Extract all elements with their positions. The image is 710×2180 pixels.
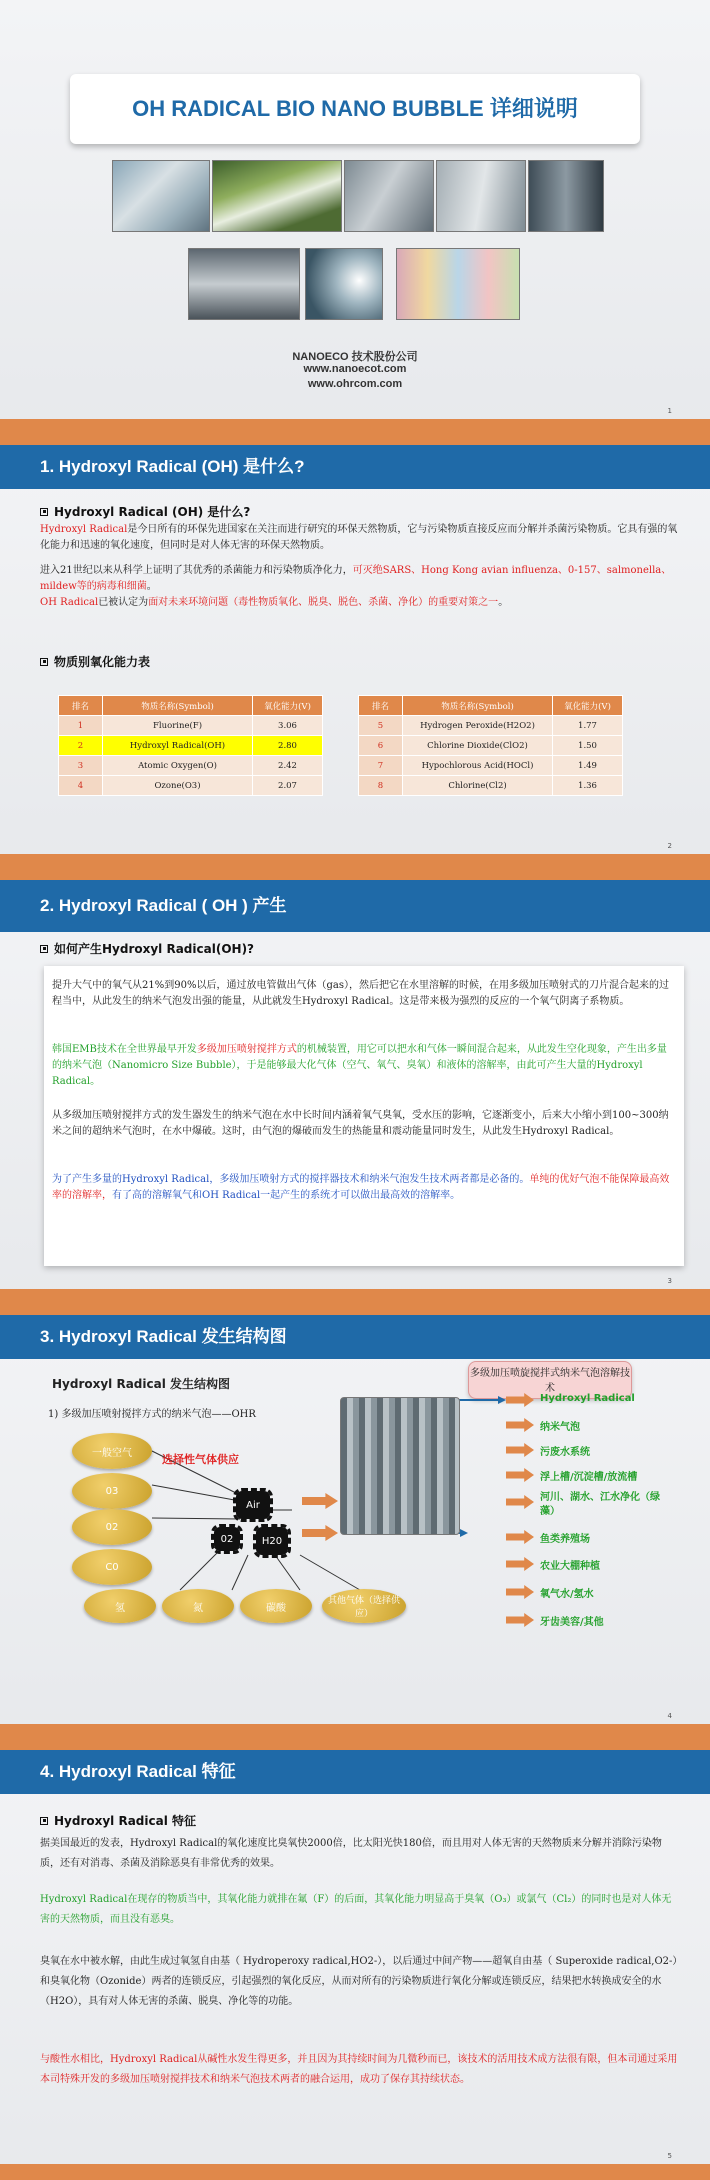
bottom-bar (0, 854, 710, 870)
photo-factory-1 (112, 160, 210, 232)
output-oxygen-water: 氧气水/氢水 (540, 1589, 594, 1600)
table-row: 6 Chlorine Dioxide(ClO2) 1.50 (359, 736, 623, 756)
bullet-square-icon (40, 508, 48, 516)
oxidation-table-left (58, 695, 323, 796)
website-link-1[interactable]: www.nanoecot.com (303, 363, 407, 375)
input-general-air: 一般空气 (72, 1433, 152, 1469)
input-hydrogen: 氢 (84, 1589, 156, 1623)
virus-paragraph: 进入21世纪以来从科学上证明了其优秀的杀菌能力和污染物质净化力，可灭绝SARS、Hong Kong avian influenza、0-157、salmonella、mildew等的病毒和细菌。 (40, 565, 672, 592)
technology-callout: 多级加压喷旋搅拌式纳米气泡溶解技术 (468, 1361, 632, 1399)
output-river-purification: 河川、湖水、江水净化（绿藻） (540, 1492, 660, 1517)
table-row: 8 Chlorine(Cl2) 1.36 (359, 776, 623, 796)
output-wastewater: 污废水系统 (540, 1447, 590, 1458)
alkaline-paragraph: 与酸性水相比，Hydroxyl Radical从碱性水发生得更多，并且因为其持续时间为几微秒而已，该技术的活用技术成方法很有限，但本司通过采用本司特殊开发的多级加压喷射搅拌技术和纳米气泡技术两者的融合运用，成功了保存其持续状态。 (40, 2054, 678, 2085)
photo-pipe-equipment (344, 160, 434, 232)
section-heading: 3. Hydroxyl Radical 发生结构图 (0, 1315, 710, 1359)
photo-sample-bottles (396, 248, 520, 320)
col-substance: 物质名称(Symbol) (103, 696, 253, 716)
cover-title: OH RADICAL BIO NANO BUBBLE 详细说明 (70, 74, 640, 144)
output-dental: 牙齿美容/其他 (540, 1617, 604, 1628)
col-rank: 排名 (59, 696, 103, 716)
col-substance: 物质名称(Symbol) (403, 696, 553, 716)
water-gear-icon: H20 (256, 1527, 288, 1555)
bottom-bar (0, 1724, 710, 1740)
intro-paragraph: Hydroxyl Radical是今日所有的环保先进国家在关注而进行研究的环保天然物质，它与污染物质直接反应而分解并杀菌污染物质。它具有强的氧化能力和迅速的氧化速度，但同时是对人体无害的环保天然物质。 (40, 524, 678, 551)
top-bar (0, 870, 710, 880)
page-number: 5 (667, 2152, 672, 2160)
table-row: 1 Fluorine(F) 3.06 (59, 716, 323, 736)
output-greenhouse: 农业大棚种植 (540, 1561, 600, 1572)
emb-paragraph: 韩国EMB技术在全世界最早开发多级加压喷射搅拌方式的机械装置，用它可以把水和气体一瞬间混合起来，从此发生空化现象，产生出多量的纳米气泡（Nanomicro Size Bubble），于是能够最大化气体（空气、氧气、臭氧）和液体的溶解率，由此可产生大量的Hydroxyl Radical。 (52, 1044, 667, 1087)
oxidation-paragraph: Hydroxyl Radical在现存的物质当中，其氧化能力就排在氟（F）的后面，其氧化能力明显高于臭氧（O₃）或氯气（Cl₂）的同时也是对人体无害的天然物质，而且没有恶臭。 (40, 1894, 672, 1925)
page-number: 2 (667, 842, 672, 850)
input-carbon: C0 (72, 1549, 152, 1585)
col-rank: 排名 (359, 696, 403, 716)
photo-plant-line (528, 160, 604, 232)
diagram-title: Hydroxyl Radical 发生结构图 (52, 1377, 231, 1391)
text-panel (44, 966, 684, 1266)
input-nitrogen: 氮 (162, 1589, 234, 1623)
company-name: NANOECO 技术股份公司 (292, 351, 418, 363)
input-other-gas: 其他气体（选择供应） (322, 1589, 406, 1623)
slide-cover (0, 0, 710, 435)
output-fish-farm: 鱼类养殖场 (540, 1534, 590, 1545)
table-row: 4 Ozone(O3) 2.07 (59, 776, 323, 796)
input-carbonic-acid: 碳酸 (240, 1589, 312, 1623)
countermeasure-paragraph: OH Radical已被认定为面对未来环境问题（毒性物质氧化、脱臭、脱色、杀菌、净化）的重要对策之一。 (40, 597, 509, 608)
table-row: 3 Atomic Oxygen(O) 2.42 (59, 756, 323, 776)
bottom-bar (0, 419, 710, 435)
website-link-2[interactable]: www.ohrcom.com (307, 378, 403, 390)
slide-structure (0, 1305, 710, 1740)
page-number: 1 (667, 407, 672, 415)
bullet-square-icon (40, 658, 48, 666)
oxygen-gear-icon: 02 (214, 1527, 240, 1551)
slide-production (0, 870, 710, 1305)
photo-spray-trees (212, 160, 342, 232)
air-gear-icon: Air (236, 1491, 270, 1519)
table-row: 7 Hypochlorous Acid(HOCl) 1.49 (359, 756, 623, 776)
bubble-paragraph: 从多级加压喷射搅拌方式的发生器发生的纳米气泡在水中长时间内涵着氧气臭氧，受水压的影响，它逐渐变小，后来大小缩小到100~300纳米之间的超纳米气泡时，在水中爆破。这时，由气泡的爆破而发生的热能量和震动能量同时发生，从此发生Hydroxyl Radical。 (52, 1110, 669, 1137)
oxidation-table-right (358, 695, 623, 796)
table-row-highlighted: 2 Hydroxyl Radical(OH) 2.80 (59, 736, 323, 756)
slide-features (0, 1740, 710, 2180)
bullet-square-icon (40, 1817, 48, 1825)
table-title: 物质别氧化能力表 (40, 653, 150, 670)
bottom-bar (0, 1289, 710, 1305)
photo-bubble-beakers (188, 248, 300, 320)
col-capacity: 氧化能力(V) (553, 696, 623, 716)
ozone-paragraph: 臭氧在水中被水解，由此生成过氧氢自由基（ Hydroperoxy radical,HO2-），以后通过中间产物——超氧自由基（ Superoxide radical,O2-）和臭氧化物（Ozonide）两者的连锁反应，引起强烈的氧化反应，从而对所有的污染物质进行氧化分解或连锁反应，结果把水转换成安全的水（H2O），具有对人体无害的杀菌、脱臭、净化等的功能。 (40, 1956, 678, 2007)
page-number: 3 (667, 1277, 672, 1285)
diagram-item: 1) 多级加压喷射搅拌方式的纳米气泡——OHR (48, 1409, 256, 1420)
process-paragraph: 提升大气中的氧气从21%到90%以后，通过放电管做出气体（gas），然后把它在水里溶解的时候，在用多级加压喷射式的刀片混合起来的过程当中，从此发生的纳米气泡发出强的能量，从此就发生Hydroxyl Radical。这是带来极为强烈的反应的一个氧气阴离子系物质。 (52, 980, 669, 1007)
gas-supply-label: 选择性气体供应 (162, 1453, 239, 1466)
requirement-paragraph: 为了产生多量的Hydroxyl Radical，多级加压喷射方式的搅拌器技术和纳米气泡发生技术两者都是必备的。单纯的优好气泡不能保障最高效率的溶解率，有了高的溶解氧气和OH Radical一起产生的系统才可以做出最高效的溶解率。 (52, 1174, 670, 1201)
photo-nozzle-spray (305, 248, 383, 320)
subheading: Hydroxyl Radical 特征 (40, 1812, 196, 1829)
table-row: 5 Hydrogen Peroxide(H2O2) 1.77 (359, 716, 623, 736)
output-hydroxyl-radical: Hydroxyl Radical (540, 1393, 635, 1404)
bottom-bar (0, 2164, 710, 2180)
top-bar (0, 435, 710, 445)
input-ozone: 03 (72, 1473, 152, 1509)
section-heading: 1. Hydroxyl Radical (OH) 是什么? (0, 445, 710, 489)
speed-paragraph: 据美国最近的发表，Hydroxyl Radical的氧化速度比臭氧快2000倍，比太阳光快180倍，而且用对人体无害的天然物质来分解并消除污染物质，还有对消毒、杀菌及消除恶臭有非常优秀的效果。 (40, 1838, 662, 1869)
col-capacity: 氧化能力(V) (253, 696, 323, 716)
photo-reactor-tanks (436, 160, 526, 232)
section-heading: 4. Hydroxyl Radical 特征 (0, 1750, 710, 1794)
page-number: 4 (667, 1712, 672, 1720)
top-bar (0, 1740, 710, 1750)
slide-what-is-oh (0, 435, 710, 870)
subheading: 如何产生Hydroxyl Radical(OH)? (40, 940, 254, 957)
input-oxygen: 02 (72, 1509, 152, 1545)
output-nano-bubble: 纳米气泡 (540, 1422, 580, 1433)
bullet-square-icon (40, 945, 48, 953)
section-heading: 2. Hydroxyl Radical ( OH ) 产生 (0, 880, 710, 932)
subheading: Hydroxyl Radical (OH) 是什么? (40, 503, 250, 520)
photo-impeller-machine (340, 1397, 460, 1535)
output-flotation-tank: 浮上槽/沉淀槽/放流槽 (540, 1472, 638, 1483)
